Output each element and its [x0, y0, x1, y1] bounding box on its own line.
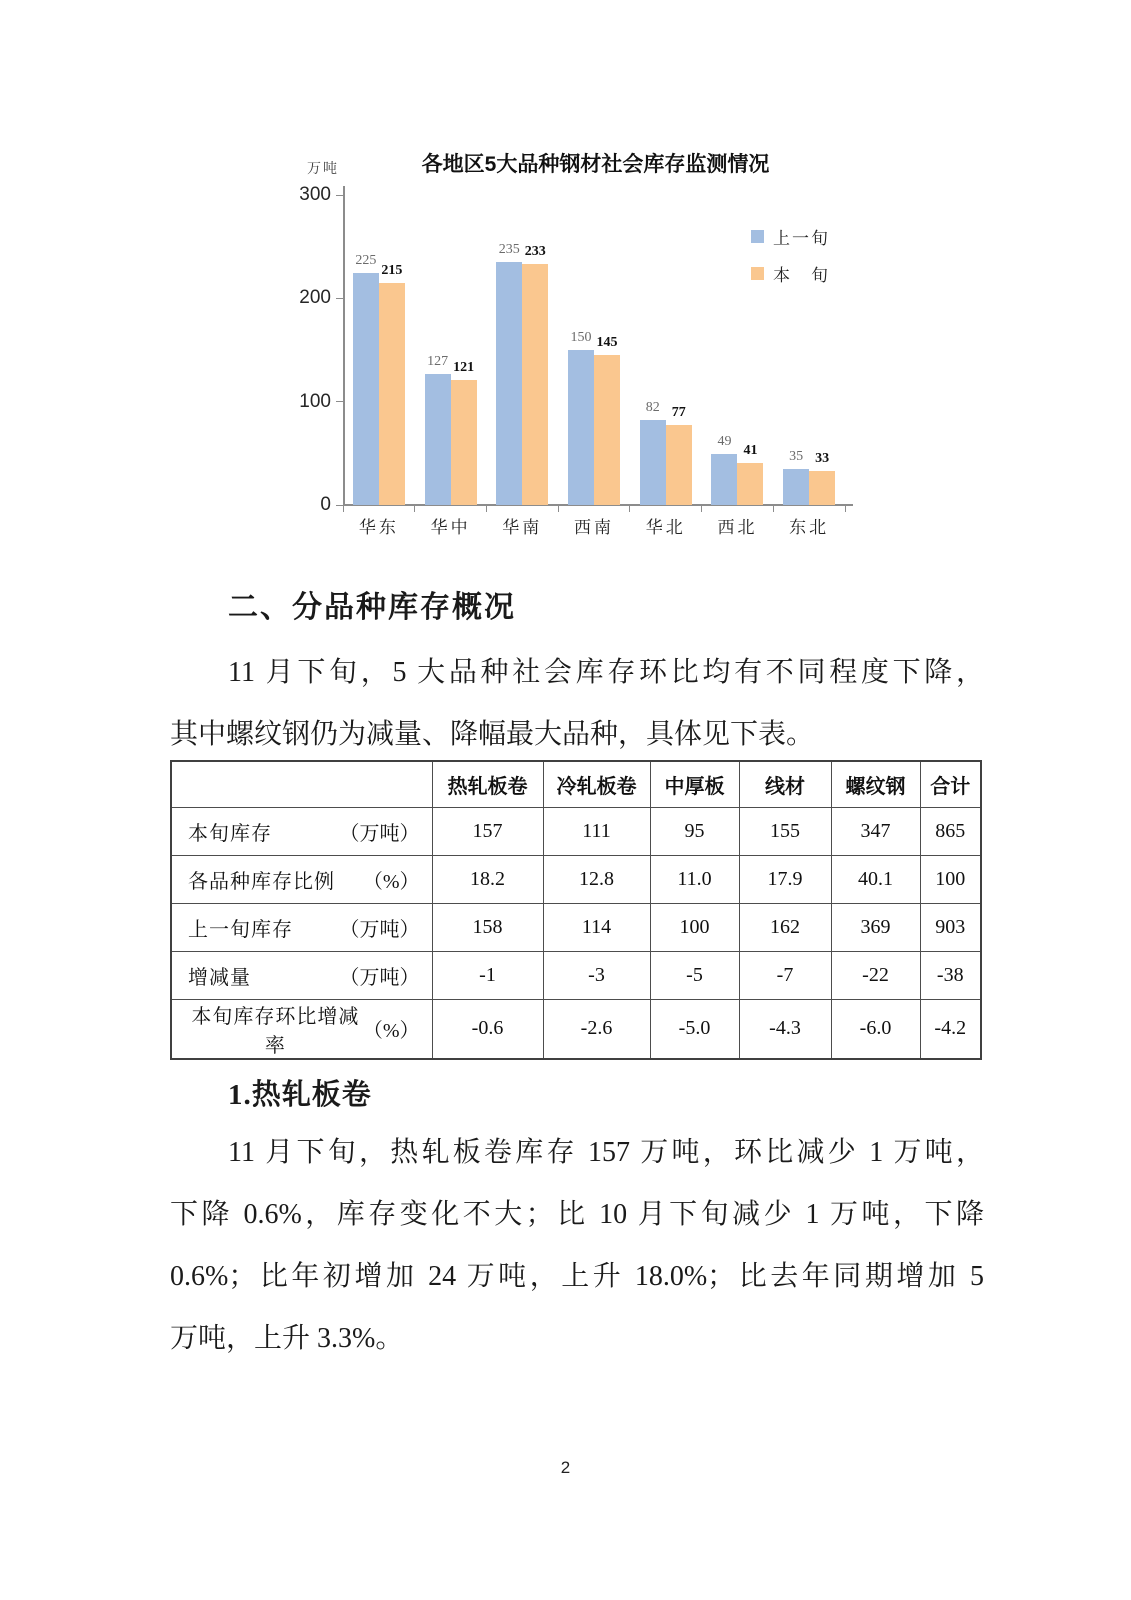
bar-value-label: 49: [717, 434, 732, 450]
table-value-cell: 95: [650, 807, 739, 855]
table-value-cell: -4.2: [920, 999, 981, 1059]
table-row: [171, 855, 981, 903]
x-axis-category-label: 华中: [430, 518, 471, 537]
bar-previous-period: [353, 252, 379, 506]
table-row-label-cell: [171, 855, 432, 903]
table-value-cell: 157: [432, 807, 543, 855]
row-unit-text: （万吨）: [339, 822, 420, 845]
bar-rect: [809, 471, 835, 505]
chart-legend: [751, 223, 830, 297]
table-header-cell: 热轧板卷: [432, 761, 543, 807]
plot-area: [299, 184, 845, 537]
table-value-cell: -0.6: [432, 999, 543, 1059]
bar-group: [702, 434, 774, 505]
bar-group: [630, 400, 702, 505]
bar-value-label: 225: [355, 252, 377, 268]
bar-rect: [711, 454, 737, 505]
y-axis-unit-label: 万吨: [307, 162, 339, 177]
table-value-cell: -1: [432, 951, 543, 999]
section-heading-overview: 二、分品种库存概况: [228, 591, 516, 624]
x-axis-tick-mark: [486, 505, 487, 512]
table-row: [171, 951, 981, 999]
table-value-cell: -2.6: [543, 999, 650, 1059]
x-axis-category-labels: [343, 513, 845, 538]
table-value-cell: 40.1: [831, 855, 920, 903]
bar-value-label: 121: [453, 359, 475, 375]
table-header-cell: 合计: [920, 761, 981, 807]
legend-label: 上一旬: [773, 228, 830, 248]
table-value-cell: 369: [831, 903, 920, 951]
x-axis-tick-mark: [558, 505, 559, 512]
row-label: [172, 817, 432, 846]
x-axis-tick-mark: [701, 505, 702, 512]
overview-paragraph: [170, 642, 984, 766]
row-label-text: 各品种库存比例: [188, 870, 335, 893]
legend-item: [751, 223, 830, 249]
x-axis-category-label: 东北: [789, 518, 830, 537]
bar-previous-period: [640, 400, 666, 505]
bar-value-label: 215: [381, 262, 403, 278]
bar-value-label: 233: [524, 244, 546, 260]
table-value-cell: 18.2: [432, 855, 543, 903]
bar-group: [343, 252, 415, 506]
bar-rect: [379, 283, 405, 505]
bar-group: [415, 353, 487, 505]
table-row: [171, 807, 981, 855]
table-row-label-cell: [171, 807, 432, 855]
legend-swatch: [751, 230, 764, 243]
table-value-cell: 865: [920, 807, 981, 855]
bar-current-period: [594, 335, 620, 505]
table-row-label-cell: [171, 951, 432, 999]
table-header-cell: 螺纹钢: [831, 761, 920, 807]
x-axis-category-label: 华东: [358, 518, 399, 537]
bar-previous-period: [711, 434, 737, 505]
table-value-cell: -38: [920, 951, 981, 999]
bar-value-label: 82: [645, 400, 660, 416]
bar-rect: [594, 355, 620, 505]
table-value-cell: -4.3: [739, 999, 831, 1059]
bar-current-period: [451, 359, 477, 505]
bar-value-label: 127: [427, 353, 449, 369]
bar-rect: [783, 469, 809, 505]
table-value-cell: -6.0: [831, 999, 920, 1059]
legend-swatch: [751, 267, 764, 280]
table-value-cell: 100: [920, 855, 981, 903]
y-axis-tick-mark: [336, 298, 343, 299]
bar-previous-period: [783, 448, 809, 505]
y-axis-tick-label: 100: [299, 390, 331, 412]
bar-rect: [496, 262, 522, 505]
table-header-row: [171, 761, 981, 807]
table-value-cell: 155: [739, 807, 831, 855]
table-header-cell: [171, 761, 432, 807]
row-label: [172, 961, 432, 990]
table-value-cell: -3: [543, 951, 650, 999]
x-axis-tick-mark: [343, 505, 344, 512]
bar-value-label: 33: [815, 450, 830, 466]
bar-previous-period: [496, 242, 522, 505]
table-row-label-cell: [171, 999, 432, 1059]
row-label-text: 本旬库存: [188, 822, 272, 845]
paragraph-line: 11 月下旬，热轧板卷库存 157 万吨，环比减少 1 万吨，: [228, 1137, 984, 1168]
bar-value-label: 35: [789, 448, 804, 464]
y-axis-tick-label: 0: [320, 494, 331, 515]
table-value-cell: 100: [650, 903, 739, 951]
bar-rect: [666, 425, 692, 505]
bar-current-period: [737, 442, 763, 505]
bar-group: [773, 448, 845, 505]
inventory-by-variety-table: [170, 760, 982, 1060]
bar-value-label: 77: [671, 405, 686, 421]
table-value-cell: -22: [831, 951, 920, 999]
y-axis-tick-label: 300: [299, 184, 331, 205]
legend-item: [751, 260, 830, 286]
x-axis-category-label: 华南: [502, 518, 543, 537]
bar-rect: [353, 273, 379, 506]
bar-rect: [451, 380, 477, 505]
row-unit-text: （%）: [362, 1020, 420, 1042]
x-axis-category-label: 西南: [574, 518, 615, 537]
paragraph-line: 下降 0.6%，库存变化不大；比 10 月下旬减少 1 万吨，下降: [170, 1199, 984, 1230]
bar-current-period: [809, 450, 835, 505]
table-header-cell: 线材: [739, 761, 831, 807]
bar-current-period: [666, 405, 692, 505]
paragraph-line: 11 月下旬，5 大品种社会库存环比均有不同程度下降，: [228, 657, 984, 688]
y-axis-tick-mark: [336, 195, 343, 196]
section-heading-hot-rolled: 1.热轧板卷: [228, 1079, 372, 1111]
row-label-text: 本旬库存环比增减率: [191, 1005, 360, 1057]
x-axis-tick-mark: [773, 505, 774, 512]
row-label-text: 上一旬库存: [188, 918, 293, 941]
row-label-text: 增减量: [188, 966, 251, 989]
y-axis-tick-label: 200: [299, 287, 331, 309]
legend-label: 本 旬: [773, 265, 830, 285]
bar-rect: [425, 374, 451, 505]
table-value-cell: -7: [739, 951, 831, 999]
table-header-cell: 中厚板: [650, 761, 739, 807]
x-axis-tick-mark: [629, 505, 630, 512]
table-row: [171, 903, 981, 951]
row-label: [172, 1000, 432, 1058]
hot-rolled-paragraph: [170, 1122, 984, 1370]
paragraph-line: 万吨，上升 3.3%。: [170, 1323, 404, 1354]
table-header-cell: 冷轧板卷: [543, 761, 650, 807]
table-row: [171, 999, 981, 1059]
x-axis-tick-mark: [414, 505, 415, 512]
table-value-cell: 17.9: [739, 855, 831, 903]
table-value-cell: -5: [650, 951, 739, 999]
bar-rect: [737, 463, 763, 505]
bar-rect: [640, 420, 666, 505]
bar-rect: [522, 264, 548, 505]
row-label: [172, 865, 432, 894]
table-value-cell: 111: [543, 807, 650, 855]
bar-previous-period: [425, 353, 451, 505]
bar-previous-period: [568, 330, 594, 505]
table-value-cell: 158: [432, 903, 543, 951]
bar-value-label: 150: [570, 330, 592, 345]
table-value-cell: 162: [739, 903, 831, 951]
row-unit-text: （万吨）: [339, 918, 420, 941]
row-unit-text: （万吨）: [339, 966, 420, 989]
chart-title: 各地区5大品种钢材社会库存监测情况: [421, 153, 770, 176]
page-number: 2: [560, 1458, 571, 1477]
regional-inventory-chart: [299, 146, 858, 558]
row-label: [172, 913, 432, 942]
paragraph-line: 其中螺纹钢仍为减量、降幅最大品种，具体见下表。: [170, 719, 815, 750]
table-value-cell: 114: [543, 903, 650, 951]
table-value-cell: 903: [920, 903, 981, 951]
bar-current-period: [522, 244, 548, 505]
paragraph-line: 0.6%；比年初增加 24 万吨，上升 18.0%；比去年同期增加 5: [170, 1261, 984, 1292]
table-value-cell: 347: [831, 807, 920, 855]
bar-current-period: [379, 262, 405, 505]
bar-rect: [568, 350, 594, 505]
x-axis-tick-mark: [845, 505, 846, 512]
table-value-cell: 12.8: [543, 855, 650, 903]
y-axis-tick-mark: [336, 401, 343, 402]
bar-value-label: 235: [498, 242, 520, 258]
bar-value-label: 145: [596, 335, 618, 351]
table-row-label-cell: [171, 903, 432, 951]
bar-group: [558, 330, 630, 505]
x-axis-category-label: 华北: [645, 518, 686, 537]
table-value-cell: 11.0: [650, 855, 739, 903]
bar-value-label: 41: [743, 442, 758, 458]
row-unit-text: （%）: [362, 870, 420, 893]
x-axis-category-label: 西北: [717, 518, 758, 537]
table-value-cell: -5.0: [650, 999, 739, 1059]
bar-group: [486, 242, 558, 505]
